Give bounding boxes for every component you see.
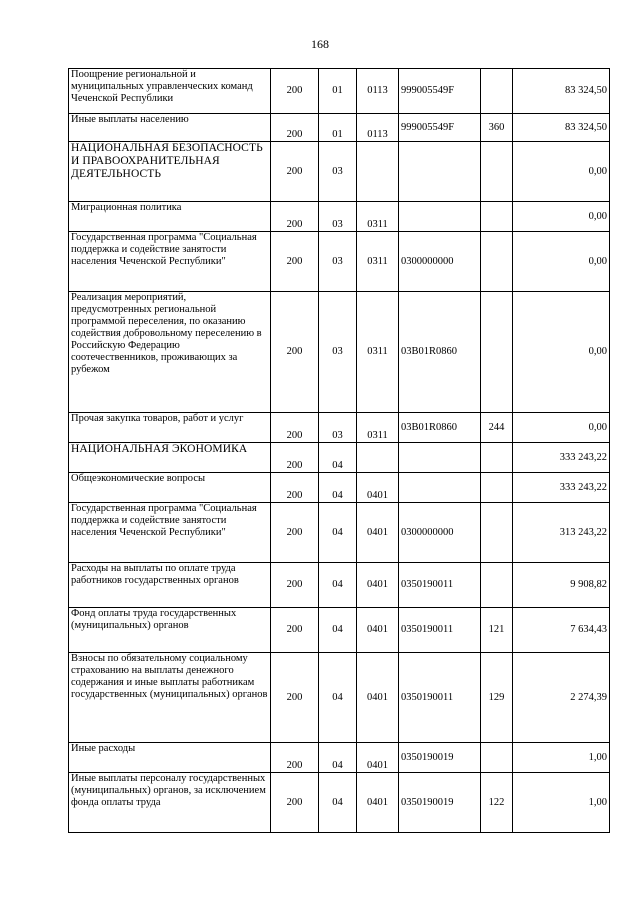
row-name: Реализация мероприятий, предусмотренных региональной программой переселения, по оказанию содействия добровольному переселению в Российскую Федерацию соотечественников, проживающих за рубежом <box>69 292 271 413</box>
cell-admin: 200 <box>271 653 319 743</box>
cell-section: 04 <box>319 608 357 653</box>
cell-type <box>481 142 513 202</box>
cell-target: 0350190019 <box>399 743 481 773</box>
cell-subsection: 0401 <box>357 563 399 608</box>
cell-amount: 333 243,22 <box>513 473 610 503</box>
cell-amount: 7 634,43 <box>513 608 610 653</box>
cell-admin: 200 <box>271 608 319 653</box>
cell-amount: 83 324,50 <box>513 114 610 142</box>
cell-admin: 200 <box>271 743 319 773</box>
cell-target: 0350190019 <box>399 773 481 833</box>
cell-type <box>481 503 513 563</box>
cell-type <box>481 473 513 503</box>
row-name: Взносы по обязательному социальному страхованию на выплаты денежного содержания и иные выплаты работникам государственных (муниципальных) органов <box>69 653 271 743</box>
cell-amount: 313 243,22 <box>513 503 610 563</box>
cell-subsection: 0311 <box>357 292 399 413</box>
cell-section: 01 <box>319 69 357 114</box>
cell-target: 0350190011 <box>399 563 481 608</box>
cell-admin: 200 <box>271 202 319 232</box>
row-name: Государственная программа "Социальная поддержка и содействие занятости населения Чеченской Республики" <box>69 232 271 292</box>
cell-section: 03 <box>319 202 357 232</box>
cell-target <box>399 142 481 202</box>
cell-section: 03 <box>319 232 357 292</box>
cell-section: 03 <box>319 292 357 413</box>
cell-type: 360 <box>481 114 513 142</box>
cell-amount: 2 274,39 <box>513 653 610 743</box>
row-name: Иные выплаты населению <box>69 114 271 142</box>
table-row <box>69 743 610 773</box>
row-name: Расходы на выплаты по оплате труда работников государственных органов <box>69 563 271 608</box>
cell-admin: 200 <box>271 413 319 443</box>
cell-type: 129 <box>481 653 513 743</box>
cell-amount: 1,00 <box>513 743 610 773</box>
cell-subsection: 0401 <box>357 773 399 833</box>
cell-section: 04 <box>319 443 357 473</box>
cell-admin: 200 <box>271 473 319 503</box>
table-row <box>69 292 610 413</box>
table-row <box>69 114 610 142</box>
cell-section: 03 <box>319 142 357 202</box>
table-row <box>69 773 610 833</box>
table-row <box>69 503 610 563</box>
cell-type <box>481 232 513 292</box>
cell-amount: 333 243,22 <box>513 443 610 473</box>
cell-type: 244 <box>481 413 513 443</box>
cell-subsection <box>357 443 399 473</box>
table-row <box>69 443 610 473</box>
cell-target: 03В01R0860 <box>399 292 481 413</box>
cell-subsection: 0401 <box>357 608 399 653</box>
cell-admin: 200 <box>271 773 319 833</box>
cell-target: 0300000000 <box>399 503 481 563</box>
cell-amount: 0,00 <box>513 413 610 443</box>
cell-section: 04 <box>319 503 357 563</box>
cell-admin: 200 <box>271 563 319 608</box>
budget-table <box>68 68 610 833</box>
table-row <box>69 232 610 292</box>
cell-type <box>481 292 513 413</box>
cell-subsection: 0401 <box>357 653 399 743</box>
cell-section: 04 <box>319 473 357 503</box>
cell-section: 04 <box>319 773 357 833</box>
cell-type <box>481 202 513 232</box>
cell-section: 04 <box>319 743 357 773</box>
row-name: Поощрение региональной и муниципальных управленческих команд Чеченской Республики <box>69 69 271 114</box>
cell-admin: 200 <box>271 443 319 473</box>
cell-admin: 200 <box>271 232 319 292</box>
cell-section: 04 <box>319 563 357 608</box>
table-row <box>69 202 610 232</box>
cell-type: 122 <box>481 773 513 833</box>
row-name: Миграционная политика <box>69 202 271 232</box>
cell-type <box>481 743 513 773</box>
table-row <box>69 69 610 114</box>
cell-subsection <box>357 142 399 202</box>
cell-amount: 83 324,50 <box>513 69 610 114</box>
cell-subsection: 0311 <box>357 202 399 232</box>
cell-target <box>399 443 481 473</box>
row-name: Государственная программа "Социальная поддержка и содействие занятости населения Чеченской Республики" <box>69 503 271 563</box>
cell-amount: 0,00 <box>513 292 610 413</box>
table-row <box>69 653 610 743</box>
row-name: НАЦИОНАЛЬНАЯ ЭКОНОМИКА <box>69 443 271 473</box>
cell-subsection: 0311 <box>357 413 399 443</box>
cell-section: 01 <box>319 114 357 142</box>
cell-subsection: 0113 <box>357 69 399 114</box>
cell-target: 999005549F <box>399 114 481 142</box>
table-row <box>69 413 610 443</box>
cell-target: 0350190011 <box>399 653 481 743</box>
cell-admin: 200 <box>271 292 319 413</box>
cell-amount: 9 908,82 <box>513 563 610 608</box>
table-row <box>69 473 610 503</box>
table-row <box>69 563 610 608</box>
cell-admin: 200 <box>271 503 319 563</box>
cell-amount: 0,00 <box>513 202 610 232</box>
cell-amount: 1,00 <box>513 773 610 833</box>
cell-admin: 200 <box>271 142 319 202</box>
row-name: Фонд оплаты труда государственных (муниципальных) органов <box>69 608 271 653</box>
cell-target: 03В01R0860 <box>399 413 481 443</box>
cell-target: 0350190011 <box>399 608 481 653</box>
row-name: Иные выплаты персоналу государственных (муниципальных) органов, за исключением фонда оплаты труда <box>69 773 271 833</box>
cell-target: 0300000000 <box>399 232 481 292</box>
cell-subsection: 0401 <box>357 503 399 563</box>
cell-target <box>399 473 481 503</box>
cell-amount: 0,00 <box>513 142 610 202</box>
cell-subsection: 0311 <box>357 232 399 292</box>
table-row <box>69 142 610 202</box>
cell-admin: 200 <box>271 69 319 114</box>
row-name: НАЦИОНАЛЬНАЯ БЕЗОПАСНОСТЬ И ПРАВООХРАНИТЕЛЬНАЯ ДЕЯТЕЛЬНОСТЬ <box>69 142 271 202</box>
cell-type <box>481 563 513 608</box>
cell-amount: 0,00 <box>513 232 610 292</box>
cell-target <box>399 202 481 232</box>
cell-type <box>481 69 513 114</box>
cell-section: 04 <box>319 653 357 743</box>
cell-subsection: 0401 <box>357 743 399 773</box>
cell-target: 999005549F <box>399 69 481 114</box>
row-name: Прочая закупка товаров, работ и услуг <box>69 413 271 443</box>
table-row <box>69 608 610 653</box>
cell-admin: 200 <box>271 114 319 142</box>
row-name: Иные расходы <box>69 743 271 773</box>
cell-subsection: 0113 <box>357 114 399 142</box>
cell-type: 121 <box>481 608 513 653</box>
page-number: 168 <box>311 37 329 51</box>
row-name: Общеэкономические вопросы <box>69 473 271 503</box>
cell-section: 03 <box>319 413 357 443</box>
cell-type <box>481 443 513 473</box>
cell-subsection: 0401 <box>357 473 399 503</box>
